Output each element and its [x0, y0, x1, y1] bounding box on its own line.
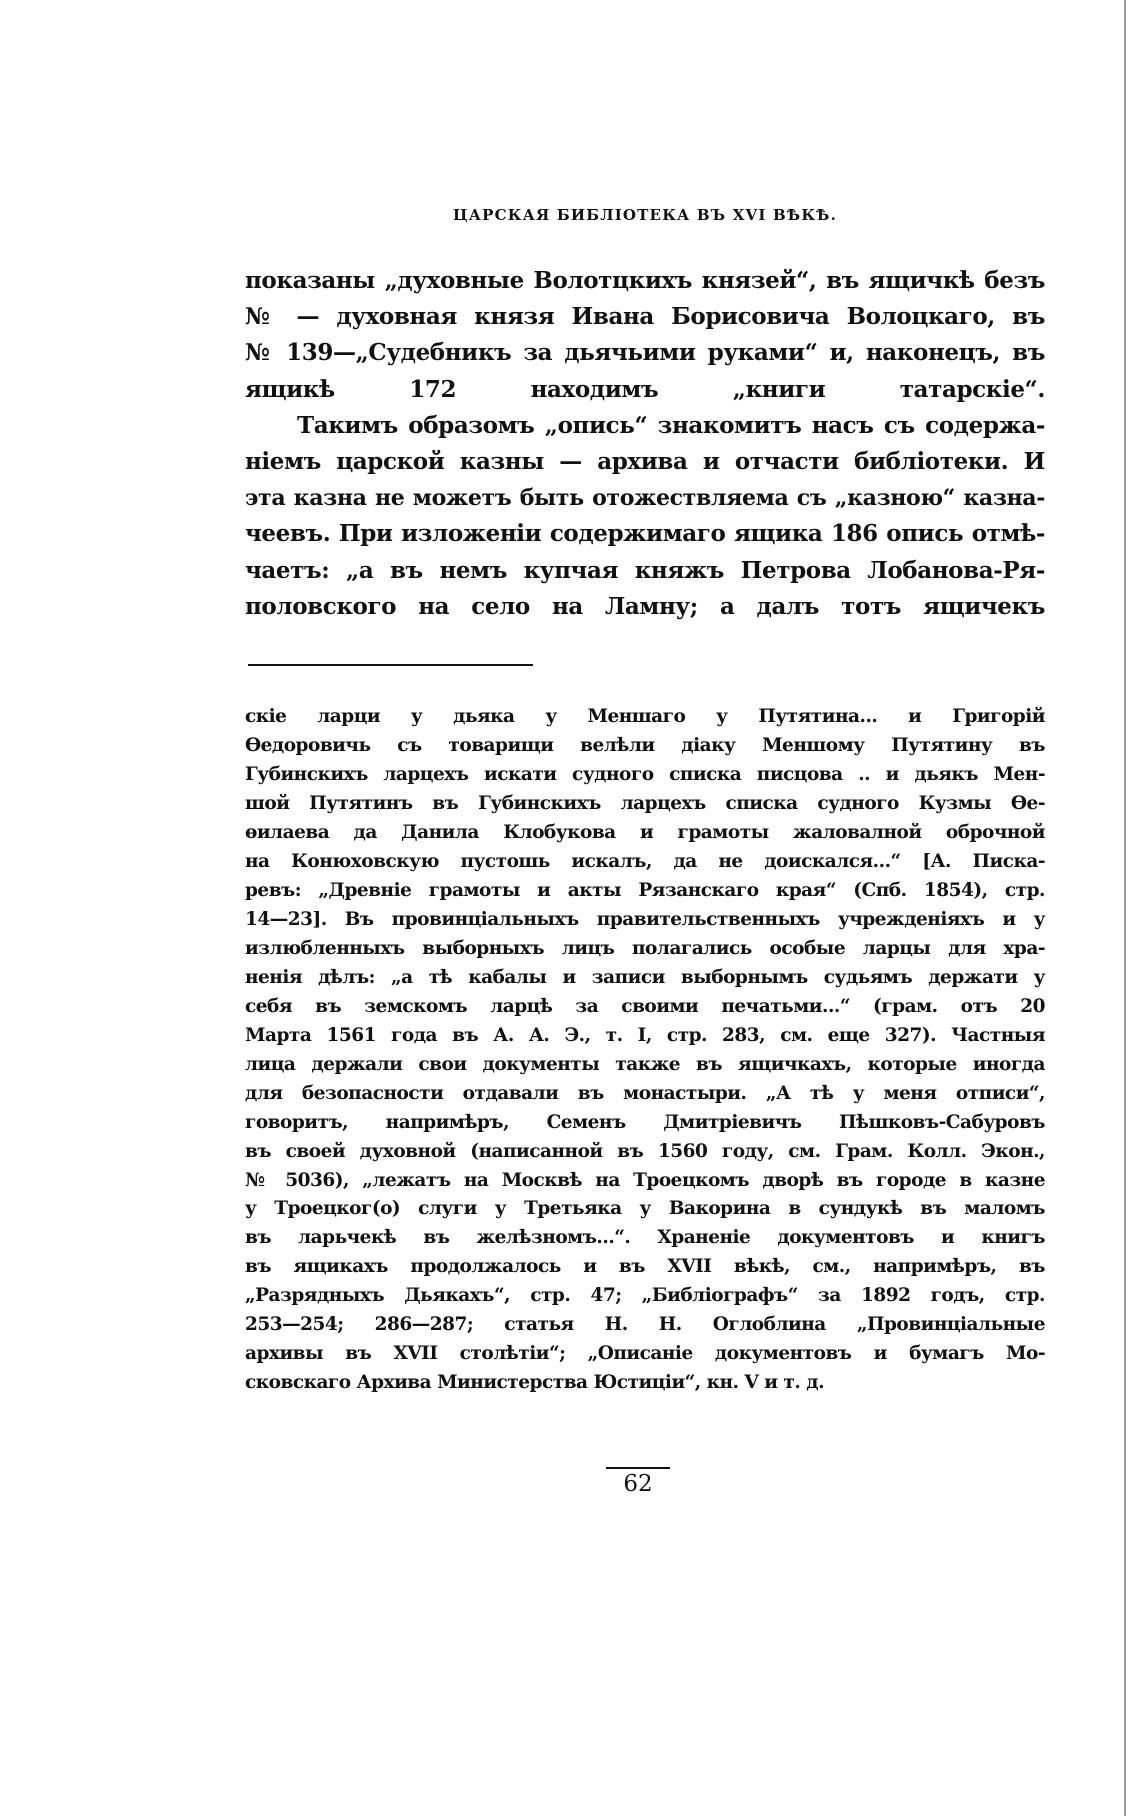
page-edge-line — [1124, 0, 1126, 1816]
footnote-line: для безопасности отдавали въ монастыри. „А тѣ у меня отписи“, — [245, 1082, 1045, 1104]
page-number: 62 — [623, 1471, 653, 1497]
main-text — [245, 263, 1045, 625]
footnote-line: ненія дѣлъ: „а тѣ кабалы и записи выборнымъ судьямъ держати у — [245, 966, 1045, 988]
footnote-line: 253—254; 286—287; статья Н. Н. Оглоблина „Провинціальные — [245, 1314, 1045, 1336]
main-text-line: эта казна не можетъ быть отожествляема съ „казною“ казна- — [245, 485, 1045, 512]
main-text-line: половского на село на Ламну; а далъ тотъ ящичекъ — [245, 592, 1045, 620]
footnote-line: себя въ земскомъ ларцѣ за своими печатьми...“ (грам. отъ 20 — [245, 995, 1045, 1017]
footnote-line: Губинскихъ ларцехъ искати судного списка писцова .. и дьякъ Мен- — [245, 763, 1045, 785]
footnote-line: у Троецког(о) слуги у Третьяка у Вакорина в сундукѣ въ маломъ — [245, 1198, 1045, 1220]
footnote-line: шой Путятинъ въ Губинскихъ ларцехъ списка судного Кузмы Өе- — [245, 792, 1045, 814]
main-text-line: Такимъ образомъ „опись“ знакомитъ насъ съ содержа- — [297, 411, 1045, 439]
footnote-line: излюбленныхъ выборныхъ лицъ полагались особые ларцы для хра- — [245, 937, 1045, 959]
footnote-line: на Конюховскую пустошь искалъ, да не доискался...“ [А. Писка- — [245, 850, 1045, 872]
footnote-line: въ своей духовной (написанной въ 1560 году, см. Грам. Колл. Экон., — [245, 1140, 1045, 1162]
footnote-line: скіе ларци у дьяка у Меншаго у Путятина... и Григорій — [245, 706, 1045, 727]
main-text-line: чеевъ. При изложеніи содержимаго ящика 186 опись отмѣ- — [245, 520, 1045, 548]
main-text-line: ніемъ царской казны — архива и отчасти библіотеки. И — [245, 447, 1045, 475]
footnote-line: сковскаго Архива Министерства Юстиціи“, кн. V и т. д. — [245, 1372, 825, 1394]
footnote-line: лица держали свои документы также въ ящичкахъ, которые иногда — [245, 1053, 1045, 1075]
footnote-line: въ ящикахъ продолжалось и въ XVII вѣкѣ, см., напримѣръ, въ — [245, 1256, 1045, 1278]
footnote-line: „Разрядныхъ Дьякахъ“, стр. 47; „Библіографъ“ за 1892 годъ, стр. — [245, 1285, 1045, 1307]
footnote-line: 14—23]. Въ провинціальныхъ правительственныхъ учрежденіяхъ и у — [245, 908, 1045, 930]
footnote — [245, 703, 1045, 1398]
footnote-rule — [248, 664, 533, 666]
main-text-line: показаны „духовные Волотцкихъ князей“, въ ящичкѣ безъ — [245, 267, 1045, 294]
running-head: ЦАРСКАЯ БИБЛІОТЕКА ВЪ XVI ВѢКѢ. — [453, 206, 837, 224]
footnote-line: говоритъ, напримѣръ, Семенъ Дмитріевичъ Пѣшковъ-Сабуровъ — [245, 1111, 1045, 1133]
footnote-line: ревъ: „Древніе грамоты и акты Рязанскаго края“ (Спб. 1854), стр. — [245, 879, 1045, 901]
main-text-line: чаетъ: „а въ немъ купчая княжъ Петрова Лобанова-Ря- — [245, 556, 1045, 584]
footnote-line: архивы въ XVII столѣтіи“; „Описаніе документовъ и бумагъ Мо- — [245, 1343, 1045, 1365]
main-text-line: № — духовная князя Ивана Борисовича Волоцкаго, въ — [245, 303, 1045, 331]
footnote-line: въ ларьчекѣ въ желѣзномъ...“. Храненіе документовъ и книгъ — [245, 1227, 1045, 1249]
main-text-line: ящикѣ 172 находимъ „книги татарскіе“. — [245, 375, 1045, 403]
footnote-line: Марта 1561 года въ А. А. Э., т. I, стр. 283, см. еще 327). Частныя — [245, 1024, 1045, 1046]
footnote-line: Өедоровичь съ товарищи велѣли діаку Меншому Путятину въ — [245, 734, 1045, 756]
main-text-line: № 139—„Судебникъ за дьячьими руками“ и, наконецъ, въ — [245, 339, 1045, 367]
footnote-line: № 5036), „лежатъ на Москвѣ на Троецкомъ дворѣ въ городе в казне — [245, 1169, 1045, 1191]
footnote-line: өилаева да Данила Клобукова и грамоты жаловалной оброчной — [245, 821, 1045, 843]
